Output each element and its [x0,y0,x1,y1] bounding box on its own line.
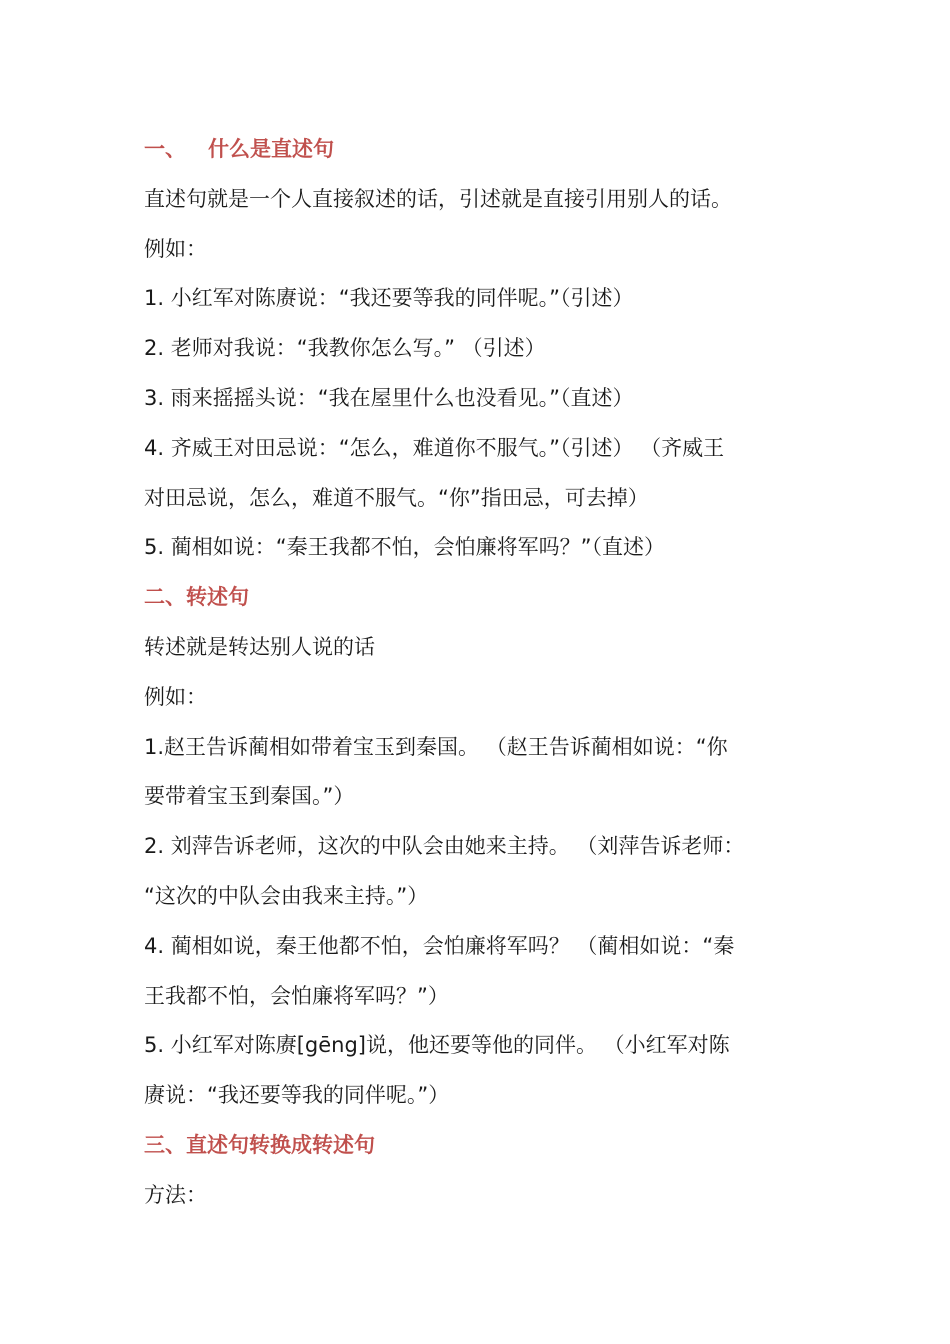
section-2-line-8: 赓说：“我还要等我的同伴呢。”） [144,1083,450,1108]
section-2-line-4: “这次的中队会由我来主持。”） [144,883,429,908]
section-2-example-label: 例如： [144,684,207,709]
section-1-title: 什么是直述句 [208,137,334,161]
section-1-line-1: 1. 小红军对陈赓说：“我还要等我的同伴呢。”（引述） [144,286,634,311]
section-1-heading [144,125,814,175]
section-1-example-label: 例如： [144,236,207,261]
section-2-line-1: 1.赵王告诉蔺相如带着宝玉到秦国。 （赵王告诉蔺相如说：“你 [144,734,728,759]
section-1-line-4: 4. 齐威王对田忌说：“怎么，难道你不服气。”（引述） （齐威王 [144,435,725,460]
section-2-line-6: 王我都不怕，会怕廉将军吗？”） [144,983,449,1008]
section-1-line-5: 对田忌说，怎么，难道不服气。“你”指田忌，可去掉） [144,485,649,510]
section-2-line-3: 2. 刘萍告诉老师，这次的中队会由她来主持。 （刘萍告诉老师： [144,834,745,859]
document-page [144,125,814,1221]
section-2-line-5: 4. 蔺相如说，秦王他都不怕，会怕廉将军吗？ （蔺相如说：“秦 [144,933,735,958]
section-1-number: 一、 [144,137,186,161]
section-1-line-3: 3. 雨来摇摇头说：“我在屋里什么也没看见。”（直述） [144,385,634,410]
section-3-heading: 三、直述句转换成转述句 [144,1132,375,1157]
section-3-method-label: 方法： [144,1182,207,1207]
section-1-line-2: 2. 老师对我说：“我教你怎么写。” （引述） [144,336,546,361]
section-2-definition: 转述就是转达别人说的话 [144,634,375,659]
section-1-definition: 直述句就是一个人直接叙述的话，引述就是直接引用别人的话。 [144,186,732,211]
section-1-line-6: 5. 蔺相如说：“秦王我都不怕，会怕廉将军吗？”（直述） [144,535,665,560]
section-2-line-2: 要带着宝玉到秦国。”） [144,784,355,809]
section-2-line-7: 5. 小红军对陈赓[gēng]说，他还要等他的同伴。 （小红军对陈 [144,1033,730,1058]
section-2-heading: 二、转述句 [144,585,249,610]
